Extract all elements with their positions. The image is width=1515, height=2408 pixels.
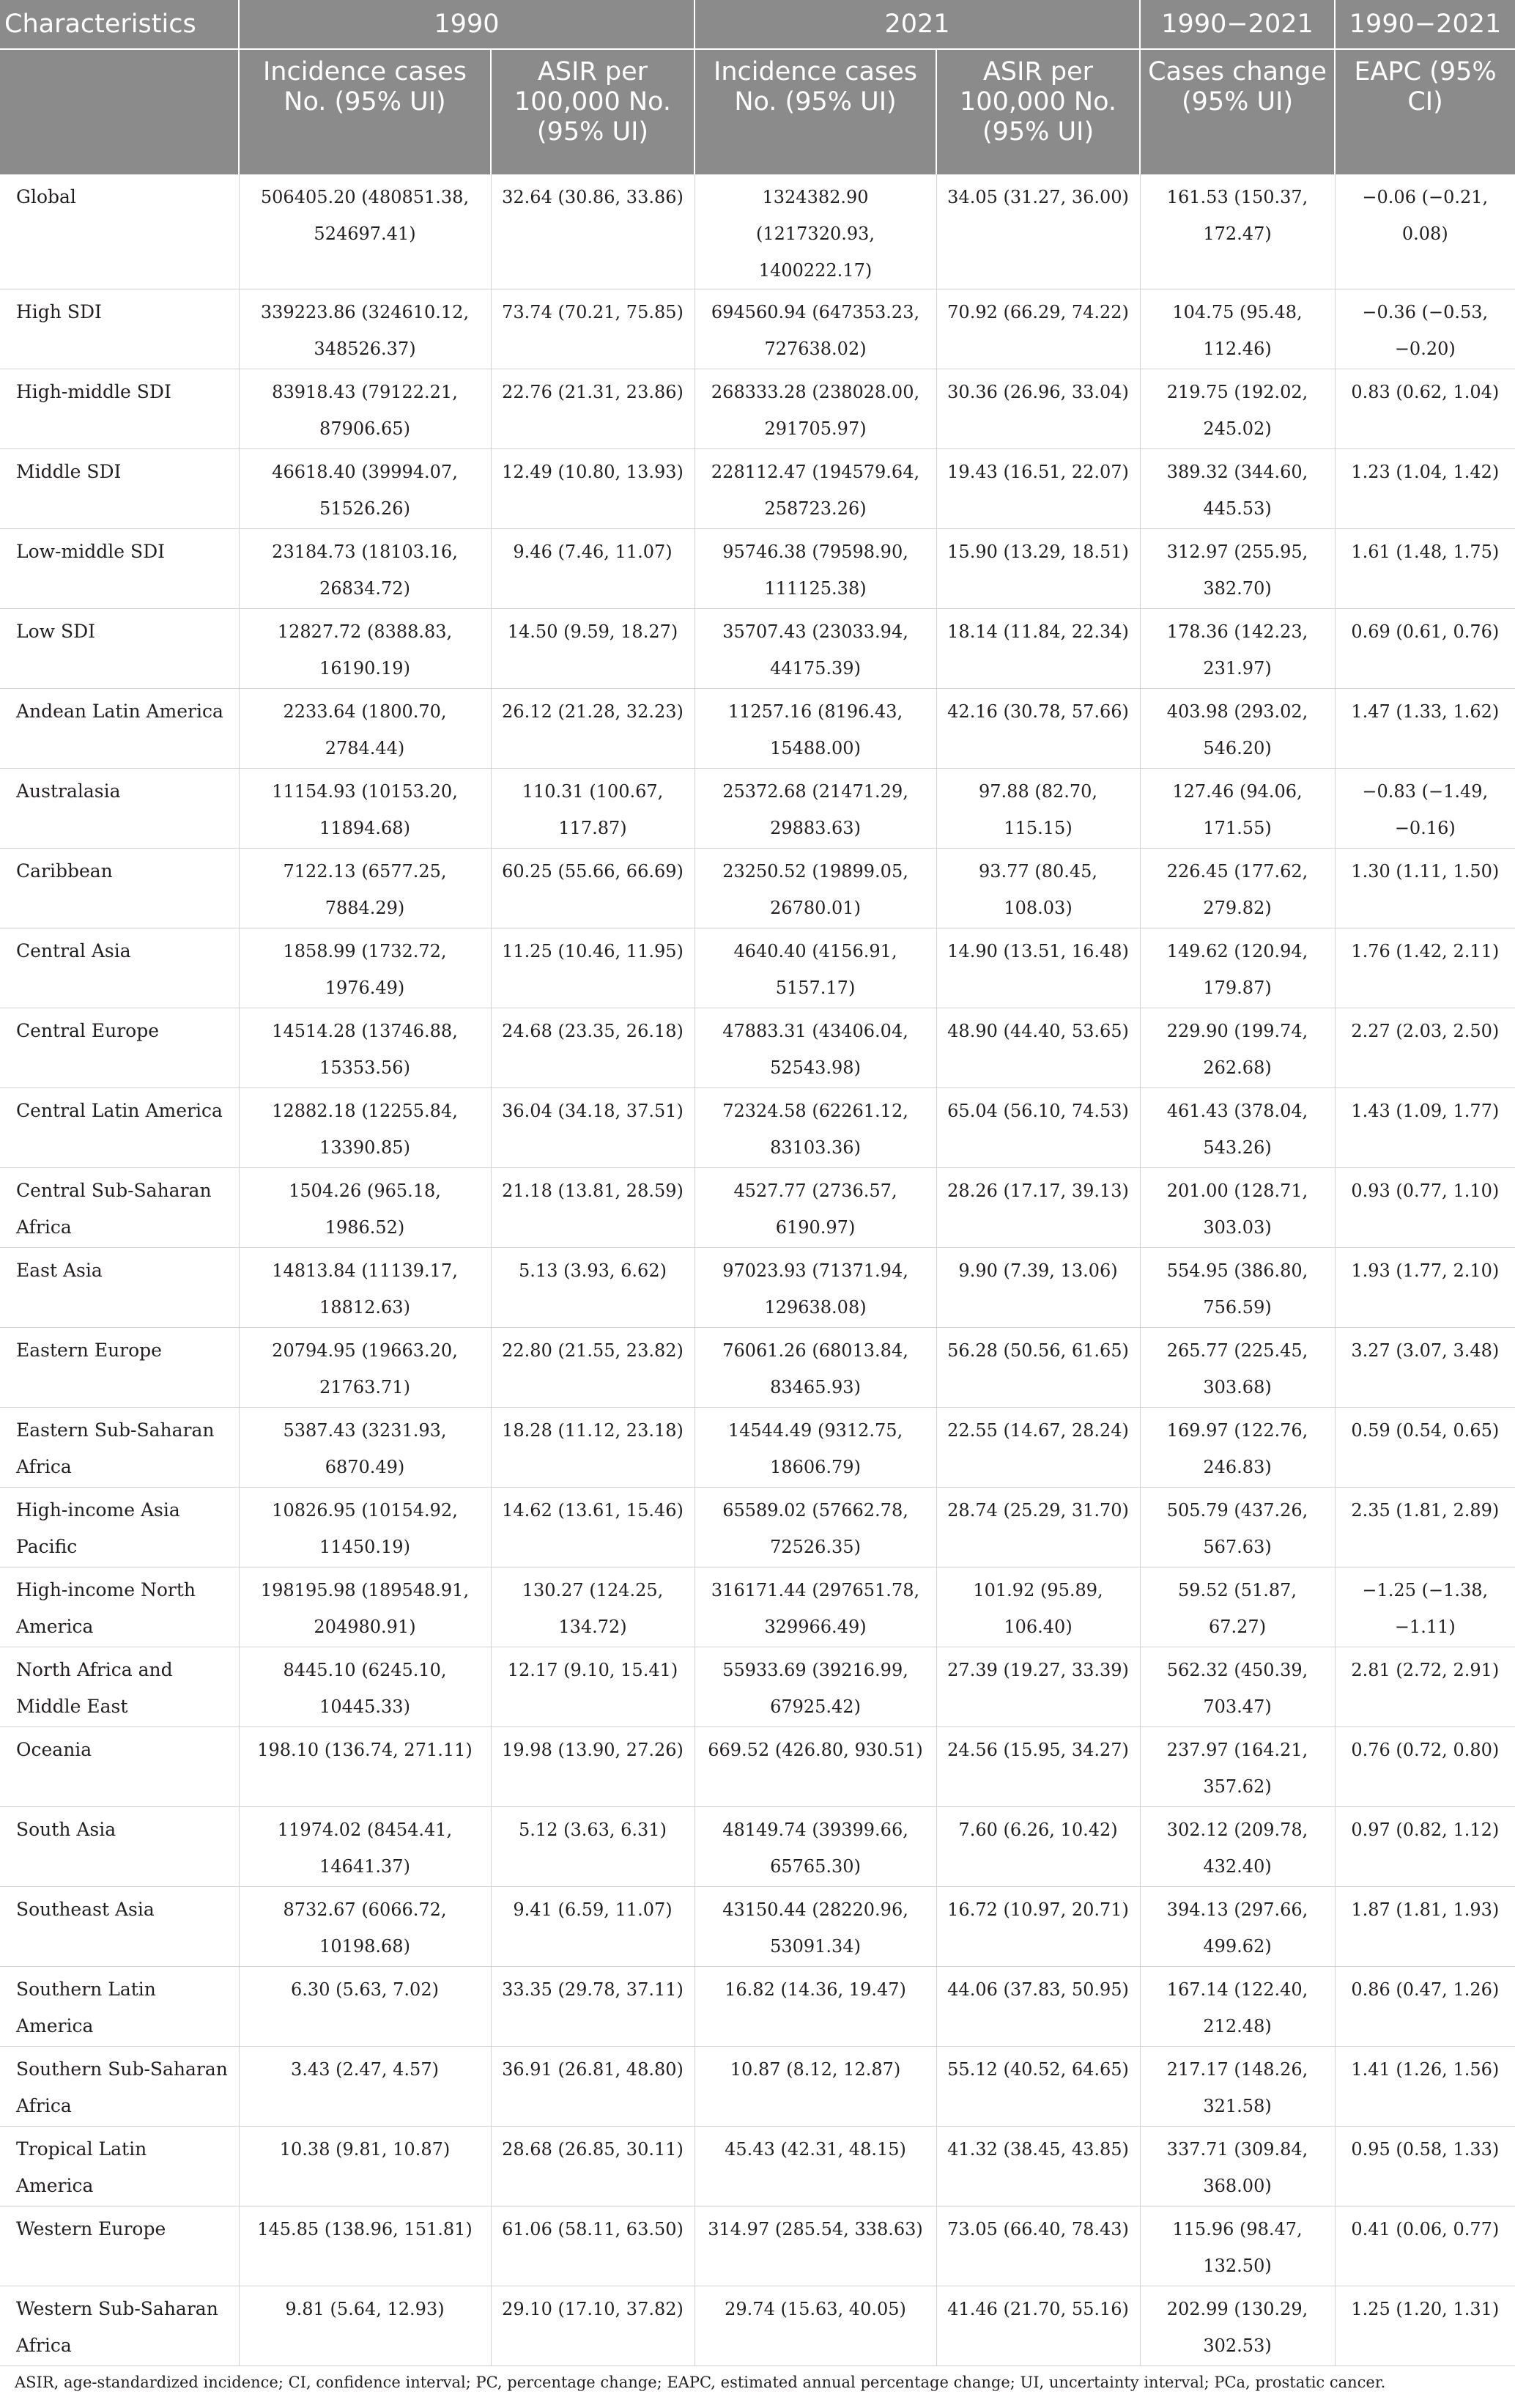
asir-1990-cell: 22.80 (21.55, 23.82) bbox=[491, 1328, 694, 1408]
asir-2021-cell: 41.32 (38.45, 43.85) bbox=[936, 2127, 1140, 2206]
asir-2021-cell: 22.55 (14.67, 28.24) bbox=[936, 1408, 1140, 1488]
incidence-2021-cell: 14544.49 (9312.75, 18606.79) bbox=[694, 1408, 936, 1488]
cases-change-cell: 389.32 (344.60, 445.53) bbox=[1140, 449, 1335, 529]
row-name: Southern Latin America bbox=[0, 1967, 239, 2047]
asir-2021-cell: 48.90 (44.40, 53.65) bbox=[936, 1008, 1140, 1088]
incidence-2021-cell: 29.74 (15.63, 40.05) bbox=[694, 2286, 936, 2366]
table-row bbox=[0, 689, 1515, 769]
asir-2021-cell: 41.46 (21.70, 55.16) bbox=[936, 2286, 1140, 2366]
asir-1990-cell: 9.41 (6.59, 11.07) bbox=[491, 1887, 694, 1967]
table-row bbox=[0, 1567, 1515, 1647]
header-characteristics: Characteristics bbox=[0, 0, 239, 49]
incidence-1990-cell: 5387.43 (3231.93, 6870.49) bbox=[239, 1408, 491, 1488]
incidence-1990-cell: 1858.99 (1732.72, 1976.49) bbox=[239, 928, 491, 1008]
asir-2021-cell: 97.88 (82.70, 115.15) bbox=[936, 769, 1140, 849]
incidence-1990-cell: 20794.95 (19663.20, 21763.71) bbox=[239, 1328, 491, 1408]
cases-change-cell: 394.13 (297.66, 499.62) bbox=[1140, 1887, 1335, 1967]
row-name: Andean Latin America bbox=[0, 689, 239, 769]
cases-change-cell: 161.53 (150.37, 172.47) bbox=[1140, 174, 1335, 289]
asir-1990-cell: 12.17 (9.10, 15.41) bbox=[491, 1647, 694, 1727]
asir-2021-cell: 93.77 (80.45, 108.03) bbox=[936, 849, 1140, 928]
cases-change-cell: 115.96 (98.47, 132.50) bbox=[1140, 2206, 1335, 2286]
asir-1990-cell: 110.31 (100.67, 117.87) bbox=[491, 769, 694, 849]
asir-1990-cell: 14.62 (13.61, 15.46) bbox=[491, 1488, 694, 1567]
eapc-cell: 0.59 (0.54, 0.65) bbox=[1335, 1408, 1515, 1488]
asir-1990-cell: 18.28 (11.12, 23.18) bbox=[491, 1408, 694, 1488]
incidence-1990-cell: 7122.13 (6577.25, 7884.29) bbox=[239, 849, 491, 928]
table-row bbox=[0, 769, 1515, 849]
asir-2021-cell: 7.60 (6.26, 10.42) bbox=[936, 1807, 1140, 1887]
asir-1990-cell: 36.04 (34.18, 37.51) bbox=[491, 1088, 694, 1168]
cases-change-cell: 149.62 (120.94, 179.87) bbox=[1140, 928, 1335, 1008]
asir-2021-cell: 70.92 (66.29, 74.22) bbox=[936, 289, 1140, 369]
header-1990-2021-eapc: 1990−2021 bbox=[1335, 0, 1515, 49]
incidence-2021-cell: 97023.93 (71371.94, 129638.08) bbox=[694, 1248, 936, 1328]
cases-change-cell: 217.17 (148.26, 321.58) bbox=[1140, 2047, 1335, 2127]
incidence-2021-cell: 669.52 (426.80, 930.51) bbox=[694, 1727, 936, 1807]
incidence-2021-cell: 316171.44 (297651.78, 329966.49) bbox=[694, 1567, 936, 1647]
eapc-cell: 1.23 (1.04, 1.42) bbox=[1335, 449, 1515, 529]
table-row bbox=[0, 609, 1515, 689]
incidence-2021-cell: 1324382.90 (1217320.93, 1400222.17) bbox=[694, 174, 936, 289]
asir-2021-cell: 30.36 (26.96, 33.04) bbox=[936, 369, 1140, 449]
incidence-2021-cell: 694560.94 (647353.23, 727638.02) bbox=[694, 289, 936, 369]
incidence-2021-cell: 95746.38 (79598.90, 111125.38) bbox=[694, 529, 936, 609]
asir-2021-cell: 16.72 (10.97, 20.71) bbox=[936, 1887, 1140, 1967]
table-row bbox=[0, 1248, 1515, 1328]
incidence-1990-cell: 12882.18 (12255.84, 13390.85) bbox=[239, 1088, 491, 1168]
incidence-2021-cell: 314.97 (285.54, 338.63) bbox=[694, 2206, 936, 2286]
row-name: Low-middle SDI bbox=[0, 529, 239, 609]
asir-1990-cell: 5.12 (3.63, 6.31) bbox=[491, 1807, 694, 1887]
table-row bbox=[0, 1088, 1515, 1168]
table-row bbox=[0, 2206, 1515, 2286]
incidence-2021-cell: 55933.69 (39216.99, 67925.42) bbox=[694, 1647, 936, 1727]
asir-2021-cell: 24.56 (15.95, 34.27) bbox=[936, 1727, 1140, 1807]
eapc-cell: 1.41 (1.26, 1.56) bbox=[1335, 2047, 1515, 2127]
asir-1990-cell: 26.12 (21.28, 32.23) bbox=[491, 689, 694, 769]
table-row bbox=[0, 849, 1515, 928]
table-row bbox=[0, 1807, 1515, 1887]
cases-change-cell: 237.97 (164.21, 357.62) bbox=[1140, 1727, 1335, 1807]
row-name: Southeast Asia bbox=[0, 1887, 239, 1967]
asir-2021-cell: 65.04 (56.10, 74.53) bbox=[936, 1088, 1140, 1168]
eapc-cell: 2.35 (1.81, 2.89) bbox=[1335, 1488, 1515, 1567]
cases-change-cell: 167.14 (122.40, 212.48) bbox=[1140, 1967, 1335, 2047]
incidence-2021-cell: 268333.28 (238028.00, 291705.97) bbox=[694, 369, 936, 449]
row-name: Western Sub-Saharan Africa bbox=[0, 2286, 239, 2366]
eapc-cell: 1.87 (1.81, 1.93) bbox=[1335, 1887, 1515, 1967]
table-header bbox=[0, 0, 1515, 174]
table-footnote: ASIR, age-standardized incidence; CI, confidence interval; PC, percentage change; EAPC, estimated annual percentage change; UI, uncertainty interval; PCa, prostatic cancer. bbox=[15, 2374, 1386, 2391]
asir-1990-cell: 19.98 (13.90, 27.26) bbox=[491, 1727, 694, 1807]
incidence-1990-cell: 2233.64 (1800.70, 2784.44) bbox=[239, 689, 491, 769]
incidence-2021-cell: 228112.47 (194579.64, 258723.26) bbox=[694, 449, 936, 529]
row-name: Low SDI bbox=[0, 609, 239, 689]
eapc-cell: 0.41 (0.06, 0.77) bbox=[1335, 2206, 1515, 2286]
asir-1990-cell: 28.68 (26.85, 30.11) bbox=[491, 2127, 694, 2206]
asir-1990-cell: 73.74 (70.21, 75.85) bbox=[491, 289, 694, 369]
asir-1990-cell: 22.76 (21.31, 23.86) bbox=[491, 369, 694, 449]
eapc-cell: 3.27 (3.07, 3.48) bbox=[1335, 1328, 1515, 1408]
incidence-1990-cell: 198195.98 (189548.91, 204980.91) bbox=[239, 1567, 491, 1647]
incidence-1990-cell: 1504.26 (965.18, 1986.52) bbox=[239, 1168, 491, 1248]
asir-2021-cell: 101.92 (95.89, 106.40) bbox=[936, 1567, 1140, 1647]
row-name: Australasia bbox=[0, 769, 239, 849]
asir-2021-cell: 42.16 (30.78, 57.66) bbox=[936, 689, 1140, 769]
incidence-1990-cell: 8445.10 (6245.10, 10445.33) bbox=[239, 1647, 491, 1727]
table-row bbox=[0, 1647, 1515, 1727]
table-row bbox=[0, 369, 1515, 449]
asir-1990-cell: 5.13 (3.93, 6.62) bbox=[491, 1248, 694, 1328]
incidence-1990-cell: 339223.86 (324610.12, 348526.37) bbox=[239, 289, 491, 369]
asir-2021-cell: 15.90 (13.29, 18.51) bbox=[936, 529, 1140, 609]
cases-change-cell: 226.45 (177.62, 279.82) bbox=[1140, 849, 1335, 928]
table-row bbox=[0, 289, 1515, 369]
incidence-1990-cell: 12827.72 (8388.83, 16190.19) bbox=[239, 609, 491, 689]
eapc-cell: 1.25 (1.20, 1.31) bbox=[1335, 2286, 1515, 2366]
table-row bbox=[0, 2286, 1515, 2366]
asir-2021-cell: 18.14 (11.84, 22.34) bbox=[936, 609, 1140, 689]
asir-1990-cell: 29.10 (17.10, 37.82) bbox=[491, 2286, 694, 2366]
eapc-cell: −0.83 (−1.49, −0.16) bbox=[1335, 769, 1515, 849]
eapc-cell: 0.93 (0.77, 1.10) bbox=[1335, 1168, 1515, 1248]
eapc-cell: 1.93 (1.77, 2.10) bbox=[1335, 1248, 1515, 1328]
cases-change-cell: 201.00 (128.71, 303.03) bbox=[1140, 1168, 1335, 1248]
incidence-2021-cell: 76061.26 (68013.84, 83465.93) bbox=[694, 1328, 936, 1408]
asir-2021-cell: 56.28 (50.56, 61.65) bbox=[936, 1328, 1140, 1408]
asir-1990-cell: 14.50 (9.59, 18.27) bbox=[491, 609, 694, 689]
row-name: Oceania bbox=[0, 1727, 239, 1807]
table-row bbox=[0, 1727, 1515, 1807]
incidence-1990-cell: 6.30 (5.63, 7.02) bbox=[239, 1967, 491, 2047]
header-incidence-1990: Incidence cases No. (95% UI) bbox=[239, 49, 491, 174]
asir-2021-cell: 19.43 (16.51, 22.07) bbox=[936, 449, 1140, 529]
table-row bbox=[0, 928, 1515, 1008]
eapc-cell: 0.83 (0.62, 1.04) bbox=[1335, 369, 1515, 449]
table-row bbox=[0, 1008, 1515, 1088]
eapc-cell: 1.30 (1.11, 1.50) bbox=[1335, 849, 1515, 928]
incidence-1990-cell: 10826.95 (10154.92, 11450.19) bbox=[239, 1488, 491, 1567]
table-row bbox=[0, 1967, 1515, 2047]
cases-change-cell: 505.79 (437.26, 567.63) bbox=[1140, 1488, 1335, 1567]
incidence-2021-cell: 10.87 (8.12, 12.87) bbox=[694, 2047, 936, 2127]
eapc-cell: 1.61 (1.48, 1.75) bbox=[1335, 529, 1515, 609]
incidence-2021-cell: 65589.02 (57662.78, 72526.35) bbox=[694, 1488, 936, 1567]
asir-2021-cell: 34.05 (31.27, 36.00) bbox=[936, 174, 1140, 289]
asir-2021-cell: 27.39 (19.27, 33.39) bbox=[936, 1647, 1140, 1727]
cases-change-cell: 312.97 (255.95, 382.70) bbox=[1140, 529, 1335, 609]
cases-change-cell: 219.75 (192.02, 245.02) bbox=[1140, 369, 1335, 449]
eapc-cell: 0.69 (0.61, 0.76) bbox=[1335, 609, 1515, 689]
row-name: Eastern Sub-Saharan Africa bbox=[0, 1408, 239, 1488]
row-name: Tropical Latin America bbox=[0, 2127, 239, 2206]
row-name: Southern Sub-Saharan Africa bbox=[0, 2047, 239, 2127]
cases-change-cell: 461.43 (378.04, 543.26) bbox=[1140, 1088, 1335, 1168]
header-incidence-2021: Incidence cases No. (95% UI) bbox=[694, 49, 936, 174]
row-name: High-income North America bbox=[0, 1567, 239, 1647]
eapc-cell: 0.97 (0.82, 1.12) bbox=[1335, 1807, 1515, 1887]
incidence-2021-cell: 16.82 (14.36, 19.47) bbox=[694, 1967, 936, 2047]
asir-1990-cell: 130.27 (124.25, 134.72) bbox=[491, 1567, 694, 1647]
asir-1990-cell: 33.35 (29.78, 37.11) bbox=[491, 1967, 694, 2047]
table-row bbox=[0, 1488, 1515, 1567]
header-eapc: EAPC (95% CI) bbox=[1335, 49, 1515, 174]
table-row bbox=[0, 449, 1515, 529]
incidence-1990-cell: 83918.43 (79122.21, 87906.65) bbox=[239, 369, 491, 449]
incidence-1990-cell: 506405.20 (480851.38, 524697.41) bbox=[239, 174, 491, 289]
eapc-cell: 1.47 (1.33, 1.62) bbox=[1335, 689, 1515, 769]
row-name: High-income Asia Pacific bbox=[0, 1488, 239, 1567]
cases-change-cell: 202.99 (130.29, 302.53) bbox=[1140, 2286, 1335, 2366]
incidence-1990-cell: 9.81 (5.64, 12.93) bbox=[239, 2286, 491, 2366]
row-name: High-middle SDI bbox=[0, 369, 239, 449]
table-row bbox=[0, 2127, 1515, 2206]
cases-change-cell: 169.97 (122.76, 246.83) bbox=[1140, 1408, 1335, 1488]
eapc-cell: 2.81 (2.72, 2.91) bbox=[1335, 1647, 1515, 1727]
header-1990-2021-change: 1990−2021 bbox=[1140, 0, 1335, 49]
eapc-cell: −0.36 (−0.53, −0.20) bbox=[1335, 289, 1515, 369]
incidence-1990-cell: 23184.73 (18103.16, 26834.72) bbox=[239, 529, 491, 609]
eapc-cell: 2.27 (2.03, 2.50) bbox=[1335, 1008, 1515, 1088]
incidence-1990-cell: 10.38 (9.81, 10.87) bbox=[239, 2127, 491, 2206]
incidence-1990-cell: 14514.28 (13746.88, 15353.56) bbox=[239, 1008, 491, 1088]
asir-1990-cell: 9.46 (7.46, 11.07) bbox=[491, 529, 694, 609]
incidence-2021-cell: 48149.74 (39399.66, 65765.30) bbox=[694, 1807, 936, 1887]
row-name: South Asia bbox=[0, 1807, 239, 1887]
header-group-row bbox=[0, 0, 1515, 49]
asir-1990-cell: 12.49 (10.80, 13.93) bbox=[491, 449, 694, 529]
row-name: Central Asia bbox=[0, 928, 239, 1008]
row-name: Eastern Europe bbox=[0, 1328, 239, 1408]
incidence-2021-cell: 4640.40 (4156.91, 5157.17) bbox=[694, 928, 936, 1008]
row-name: Caribbean bbox=[0, 849, 239, 928]
incidence-1990-cell: 145.85 (138.96, 151.81) bbox=[239, 2206, 491, 2286]
table-body bbox=[0, 174, 1515, 2366]
incidence-1990-cell: 14813.84 (11139.17, 18812.63) bbox=[239, 1248, 491, 1328]
asir-2021-cell: 55.12 (40.52, 64.65) bbox=[936, 2047, 1140, 2127]
table-row bbox=[0, 2047, 1515, 2127]
table-row bbox=[0, 174, 1515, 289]
eapc-cell: 1.43 (1.09, 1.77) bbox=[1335, 1088, 1515, 1168]
asir-2021-cell: 73.05 (66.40, 78.43) bbox=[936, 2206, 1140, 2286]
incidence-2021-cell: 11257.16 (8196.43, 15488.00) bbox=[694, 689, 936, 769]
cases-change-cell: 562.32 (450.39, 703.47) bbox=[1140, 1647, 1335, 1727]
header-2021: 2021 bbox=[694, 0, 1140, 49]
row-name: East Asia bbox=[0, 1248, 239, 1328]
incidence-1990-cell: 198.10 (136.74, 271.11) bbox=[239, 1727, 491, 1807]
cases-change-cell: 337.71 (309.84, 368.00) bbox=[1140, 2127, 1335, 2206]
incidence-1990-cell: 46618.40 (39994.07, 51526.26) bbox=[239, 449, 491, 529]
row-name: Central Europe bbox=[0, 1008, 239, 1088]
header-cases-change: Cases change (95% UI) bbox=[1140, 49, 1335, 174]
asir-2021-cell: 28.26 (17.17, 39.13) bbox=[936, 1168, 1140, 1248]
eapc-cell: 0.95 (0.58, 1.33) bbox=[1335, 2127, 1515, 2206]
incidence-2021-cell: 35707.43 (23033.94, 44175.39) bbox=[694, 609, 936, 689]
asir-2021-cell: 44.06 (37.83, 50.95) bbox=[936, 1967, 1140, 2047]
header-1990: 1990 bbox=[239, 0, 694, 49]
eapc-cell: −1.25 (−1.38, −1.11) bbox=[1335, 1567, 1515, 1647]
cases-change-cell: 302.12 (209.78, 432.40) bbox=[1140, 1807, 1335, 1887]
row-name: Global bbox=[0, 174, 239, 289]
row-name: Central Latin America bbox=[0, 1088, 239, 1168]
cases-change-cell: 59.52 (51.87, 67.27) bbox=[1140, 1567, 1335, 1647]
cases-change-cell: 403.98 (293.02, 546.20) bbox=[1140, 689, 1335, 769]
incidence-2021-cell: 72324.58 (62261.12, 83103.36) bbox=[694, 1088, 936, 1168]
row-name: High SDI bbox=[0, 289, 239, 369]
incidence-1990-cell: 11154.93 (10153.20, 11894.68) bbox=[239, 769, 491, 849]
incidence-2021-cell: 23250.52 (19899.05, 26780.01) bbox=[694, 849, 936, 928]
header-sub-row bbox=[0, 49, 1515, 174]
asir-1990-cell: 61.06 (58.11, 63.50) bbox=[491, 2206, 694, 2286]
table-row bbox=[0, 1408, 1515, 1488]
header-asir-2021: ASIR per 100,000 No. (95% UI) bbox=[936, 49, 1140, 174]
incidence-2021-cell: 45.43 (42.31, 48.15) bbox=[694, 2127, 936, 2206]
asir-1990-cell: 24.68 (23.35, 26.18) bbox=[491, 1008, 694, 1088]
cases-change-cell: 229.90 (199.74, 262.68) bbox=[1140, 1008, 1335, 1088]
eapc-cell: 1.76 (1.42, 2.11) bbox=[1335, 928, 1515, 1008]
cases-change-cell: 104.75 (95.48, 112.46) bbox=[1140, 289, 1335, 369]
incidence-2021-cell: 25372.68 (21471.29, 29883.63) bbox=[694, 769, 936, 849]
cases-change-cell: 554.95 (386.80, 756.59) bbox=[1140, 1248, 1335, 1328]
table-row bbox=[0, 1887, 1515, 1967]
asir-2021-cell: 28.74 (25.29, 31.70) bbox=[936, 1488, 1140, 1567]
incidence-1990-cell: 3.43 (2.47, 4.57) bbox=[239, 2047, 491, 2127]
row-name: Central Sub-Saharan Africa bbox=[0, 1168, 239, 1248]
eapc-cell: 0.86 (0.47, 1.26) bbox=[1335, 1967, 1515, 2047]
row-name: Middle SDI bbox=[0, 449, 239, 529]
incidence-2021-cell: 43150.44 (28220.96, 53091.34) bbox=[694, 1887, 936, 1967]
asir-2021-cell: 9.90 (7.39, 13.06) bbox=[936, 1248, 1140, 1328]
eapc-cell: −0.06 (−0.21, 0.08) bbox=[1335, 174, 1515, 289]
table-row bbox=[0, 1328, 1515, 1408]
table-row bbox=[0, 1168, 1515, 1248]
asir-1990-cell: 36.91 (26.81, 48.80) bbox=[491, 2047, 694, 2127]
asir-1990-cell: 11.25 (10.46, 11.95) bbox=[491, 928, 694, 1008]
asir-1990-cell: 60.25 (55.66, 66.69) bbox=[491, 849, 694, 928]
asir-2021-cell: 14.90 (13.51, 16.48) bbox=[936, 928, 1140, 1008]
incidence-2021-cell: 47883.31 (43406.04, 52543.98) bbox=[694, 1008, 936, 1088]
table-row bbox=[0, 529, 1515, 609]
asir-1990-cell: 21.18 (13.81, 28.59) bbox=[491, 1168, 694, 1248]
row-name: Western Europe bbox=[0, 2206, 239, 2286]
header-sub-empty bbox=[0, 49, 239, 174]
header-asir-1990: ASIR per 100,000 No. (95% UI) bbox=[491, 49, 694, 174]
cases-change-cell: 265.77 (225.45, 303.68) bbox=[1140, 1328, 1335, 1408]
cases-change-cell: 178.36 (142.23, 231.97) bbox=[1140, 609, 1335, 689]
eapc-cell: 0.76 (0.72, 0.80) bbox=[1335, 1727, 1515, 1807]
cases-change-cell: 127.46 (94.06, 171.55) bbox=[1140, 769, 1335, 849]
row-name: North Africa and Middle East bbox=[0, 1647, 239, 1727]
asir-1990-cell: 32.64 (30.86, 33.86) bbox=[491, 174, 694, 289]
incidence-1990-cell: 8732.67 (6066.72, 10198.68) bbox=[239, 1887, 491, 1967]
incidence-1990-cell: 11974.02 (8454.41, 14641.37) bbox=[239, 1807, 491, 1887]
incidence-2021-cell: 4527.77 (2736.57, 6190.97) bbox=[694, 1168, 936, 1248]
